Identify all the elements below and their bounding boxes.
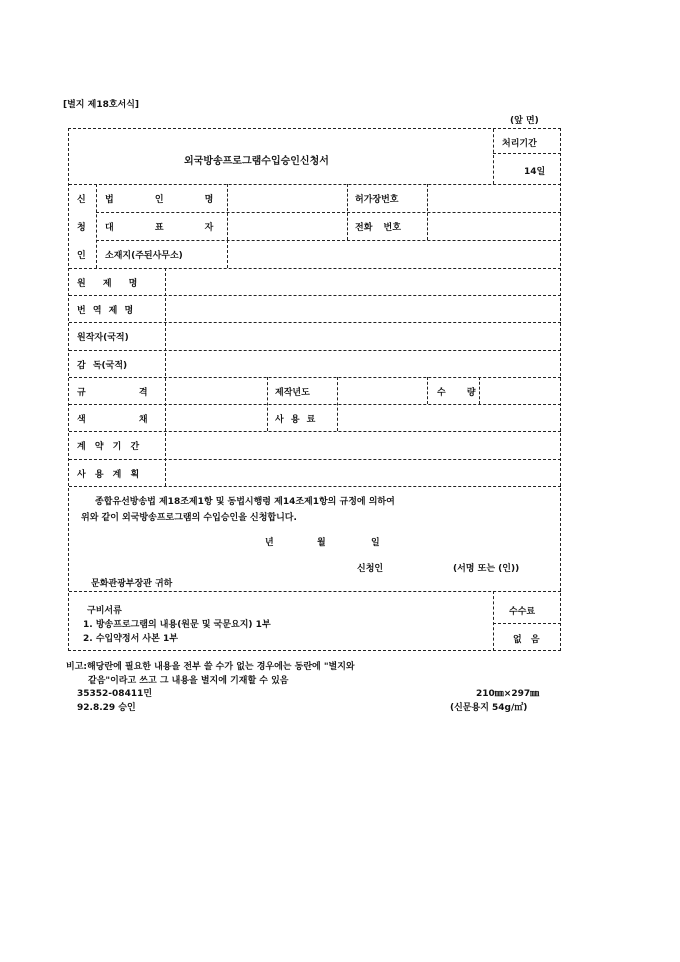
note-line-1: 비고:해당란에 필요한 내용을 전부 쓸 수가 없는 경우에는 동란에 "별지와	[66, 662, 355, 672]
processing-period-label: 처리기간	[502, 139, 537, 149]
original-author-label: 원작자(국적)	[77, 333, 129, 343]
license-no-label: 허가장번호	[355, 195, 399, 205]
fee-value: 없 음	[513, 635, 540, 645]
applicant-label-2: 청	[77, 223, 86, 233]
director-label: 감 독(국적)	[77, 361, 128, 371]
address-label: 소재지(주된사무소)	[105, 251, 183, 261]
director-field[interactable]	[166, 351, 560, 376]
date-month: 월	[317, 538, 326, 548]
addressee: 문화관광부장관 귀하	[91, 579, 173, 589]
processing-period-value: 14일	[524, 167, 546, 177]
specification-field[interactable]	[166, 378, 266, 403]
contract-period-field[interactable]	[166, 432, 560, 458]
documents-label: 구비서류	[87, 606, 122, 616]
original-title-label: 원 제 명	[77, 279, 138, 289]
original-author-field[interactable]	[166, 323, 560, 349]
page-side: (앞 면)	[510, 116, 539, 126]
corp-name-label: 법 인 명	[105, 195, 214, 205]
divider	[493, 129, 494, 184]
date-year: 년	[265, 538, 274, 548]
form-code: 35352-08411민	[77, 689, 153, 699]
applicant-sign-label: 신청인	[357, 564, 384, 574]
quantity-label: 수 량	[437, 388, 476, 398]
representative-label: 대 표 자	[105, 223, 214, 233]
statement-line-1: 종합유선방송법 제18조제1항 및 동법시행령 제14조제1항의 규정에 의하여	[95, 497, 395, 507]
color-label: 색 채	[77, 415, 148, 425]
phone-field[interactable]	[428, 213, 560, 239]
signature-label: (서명 또는 (인))	[453, 564, 520, 574]
application-form	[68, 128, 561, 651]
usage-plan-label: 사 용 계 획	[77, 470, 140, 480]
applicant-label-1: 신	[77, 195, 86, 205]
usage-plan-field[interactable]	[166, 460, 560, 485]
divider	[493, 153, 561, 154]
original-title-field[interactable]	[166, 269, 560, 294]
approval-date: 92.8.29 승인	[77, 703, 136, 713]
form-title: 외국방송프로그램수입승인신청서	[184, 156, 329, 167]
representative-field[interactable]	[228, 213, 346, 239]
paper-size: 210㎜×297㎜	[476, 689, 540, 699]
paper-spec: (신문용지 54g/㎡)	[450, 703, 528, 713]
fee-label: 수수료	[509, 607, 536, 617]
contract-period-label: 계 약 기 간	[77, 442, 140, 452]
phone-label: 전화 번호	[355, 223, 401, 233]
production-year-label: 제작년도	[275, 388, 310, 398]
production-year-field[interactable]	[338, 378, 426, 403]
translated-title-field[interactable]	[166, 296, 560, 321]
color-field[interactable]	[166, 405, 266, 430]
statement-line-2: 위와 같이 외국방송프로그램의 수입승인을 신청합니다.	[81, 513, 297, 523]
form-number: [별지 제18호서식]	[63, 100, 140, 110]
usage-fee-field[interactable]	[338, 405, 560, 430]
license-no-field[interactable]	[428, 185, 560, 211]
corp-name-field[interactable]	[228, 185, 346, 211]
document-1: 1. 방송프로그램의 내용(원문 및 국문요지) 1부	[83, 620, 271, 630]
address-field[interactable]	[228, 241, 560, 267]
applicant-label-3: 인	[77, 251, 86, 261]
quantity-field[interactable]	[480, 378, 560, 403]
usage-fee-label: 사 용 료	[275, 415, 316, 425]
specification-label: 규 격	[77, 388, 148, 398]
translated-title-label: 번 역 제 명	[77, 306, 134, 316]
document-2: 2. 수입약정서 사본 1부	[83, 634, 178, 644]
date-day: 일	[371, 538, 380, 548]
note-line-2: 같음"이라고 쓰고 그 내용을 별지에 기재할 수 있음	[88, 676, 289, 686]
